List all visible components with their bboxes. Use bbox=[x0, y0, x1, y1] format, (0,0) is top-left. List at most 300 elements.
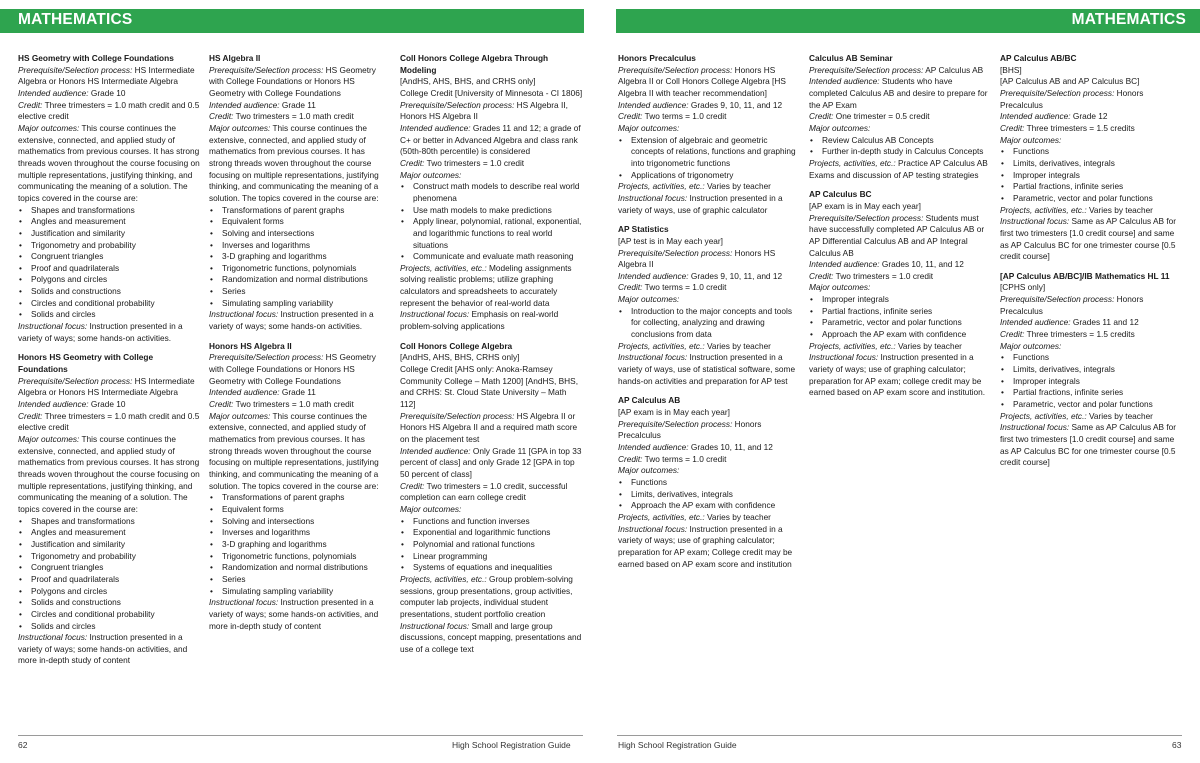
course-title: AP Calculus BC bbox=[809, 189, 872, 200]
list-item: • Linear programming bbox=[400, 551, 583, 563]
course-line bbox=[18, 376, 203, 399]
page-number-right: 63 bbox=[1172, 740, 1182, 750]
field-label: Projects, activities, etc.: bbox=[400, 573, 487, 584]
field-label: Intended audience: bbox=[1000, 317, 1071, 328]
field-value: Honors HS Algebra II or Coll Honors College Algebra [HS Algebra II with teacher recommendation] bbox=[618, 64, 786, 98]
field-value: Instruction presented in a variety of ways; use of graphing calculator; preparation for AP exam; college credit may be earned based on AP exam score and institution. bbox=[809, 352, 986, 398]
field-value: Grades 9, 10, 11, and 12 bbox=[688, 270, 783, 281]
list-item: • Apply linear, polynomial, rational, exponential, and logarithmic functions to real world situations bbox=[400, 216, 583, 251]
field-label: Major outcomes: bbox=[1000, 134, 1062, 145]
course-line bbox=[809, 123, 993, 135]
course-line bbox=[809, 201, 993, 213]
field-label: Instructional focus: bbox=[209, 597, 279, 608]
topic-list bbox=[809, 294, 993, 341]
field-value: Instruction presented in a variety of ways; some hands-on activities, and more in-depth study of content bbox=[18, 632, 188, 666]
field-label: Credit: bbox=[400, 157, 425, 168]
field-value: [AP test is in May each year] bbox=[618, 235, 723, 246]
list-item: • Construct math models to describe real world phenomena bbox=[400, 181, 583, 204]
course-line bbox=[400, 123, 583, 158]
field-value: Instruction presented in a variety of ways, use of statistical software, some hands-on activities and preparation for AP test bbox=[618, 352, 796, 386]
field-value: HS Algebra II or Honors HS Algebra II and a required math score on the placement test bbox=[400, 410, 578, 444]
course-line bbox=[618, 465, 800, 477]
field-label: Major outcomes: bbox=[209, 122, 271, 133]
field-value: Varies by teacher bbox=[704, 340, 771, 351]
topic-list bbox=[1000, 146, 1182, 204]
course-line bbox=[209, 100, 390, 112]
course-title: Coll Honors College Algebra bbox=[400, 340, 513, 351]
course-title: HS Geometry with College Foundations bbox=[18, 53, 174, 63]
list-item: • Partial fractions, infinite series bbox=[1000, 387, 1182, 399]
column-5 bbox=[809, 53, 993, 407]
field-value: Honors Precalculus bbox=[1000, 87, 1144, 110]
course-line bbox=[618, 524, 800, 571]
field-value: [AP exam is in May each year] bbox=[809, 200, 921, 211]
course-line bbox=[1000, 411, 1182, 423]
field-value: Modeling assignments solving realistic problems; utilize graphing calculators and spreadsheets to accurately represent the behavior of real-world data bbox=[400, 262, 572, 308]
field-label: Intended audience: bbox=[618, 99, 689, 110]
list-item: • Parametric, vector and polar functions bbox=[1000, 193, 1182, 205]
list-item: • Polygons and circles bbox=[18, 274, 203, 286]
topic-list bbox=[18, 516, 203, 633]
course-entry bbox=[809, 189, 993, 399]
field-label: Intended audience: bbox=[209, 387, 280, 398]
course-line bbox=[1000, 341, 1182, 353]
course-line bbox=[809, 158, 993, 181]
course-title: AP Calculus AB/BC bbox=[1000, 53, 1077, 63]
field-label: Major outcomes: bbox=[209, 410, 271, 421]
course-entry bbox=[1000, 53, 1182, 263]
column-4 bbox=[618, 53, 800, 578]
field-label: Prerequisite/Selection process: bbox=[209, 64, 324, 75]
list-item: • Angles and measurement bbox=[18, 527, 203, 539]
field-value: Two trimesters = 1.0 math credit bbox=[233, 111, 354, 122]
list-item: • Improper integrals bbox=[809, 294, 993, 306]
field-value: Instruction presented in a variety of ways; some hands-on activities. bbox=[209, 309, 374, 332]
field-value: HS Intermediate Algebra or Honors HS Intermediate Algebra bbox=[18, 375, 195, 398]
field-value: HS Algebra II, Honors HS Algebra II bbox=[400, 99, 568, 122]
course-line bbox=[618, 271, 800, 283]
course-title: HS Algebra II bbox=[209, 53, 261, 63]
field-label: Intended audience: bbox=[1000, 111, 1071, 122]
field-value: Students who have completed Calculus AB and desire to prepare for the AP Exam bbox=[809, 76, 988, 110]
course-line bbox=[618, 341, 800, 353]
list-item: • Shapes and transformations bbox=[18, 516, 203, 528]
field-label: Prerequisite/Selection process: bbox=[809, 64, 924, 75]
course-line bbox=[1000, 282, 1182, 294]
topic-list bbox=[618, 477, 800, 512]
field-label: Instructional focus: bbox=[400, 309, 470, 320]
field-label: Intended audience: bbox=[618, 442, 689, 452]
field-label: Credit: bbox=[618, 282, 643, 293]
list-item: • Introduction to the major concepts and tools for collecting, analyzing and drawing conclusions from data bbox=[618, 306, 800, 341]
field-label: Intended audience: bbox=[618, 270, 689, 281]
course-entry bbox=[18, 53, 203, 344]
course-line bbox=[400, 170, 583, 182]
topic-list bbox=[209, 492, 390, 597]
field-label: Prerequisite/Selection process: bbox=[809, 212, 924, 223]
field-value: Three trimesters = 1.0 math credit and 0.5 elective credit bbox=[18, 99, 200, 122]
list-item: • Angles and measurement bbox=[18, 216, 203, 228]
field-label: Major outcomes: bbox=[18, 434, 80, 444]
list-item: • Justification and similarity bbox=[18, 539, 203, 551]
course-line bbox=[400, 504, 583, 516]
course-line bbox=[209, 123, 390, 205]
course-line bbox=[209, 387, 390, 399]
course-line bbox=[400, 88, 583, 100]
field-label: Intended audience: bbox=[400, 445, 471, 456]
course-line bbox=[400, 364, 583, 411]
list-item: • Applications of trigonometry bbox=[618, 170, 800, 182]
field-label: Projects, activities, etc.: bbox=[618, 340, 705, 351]
field-label: Credit: bbox=[400, 480, 425, 491]
list-item: • Inverses and logarithms bbox=[209, 240, 390, 252]
field-label: Credit: bbox=[209, 111, 234, 122]
course-line bbox=[400, 158, 583, 170]
course-line bbox=[400, 574, 583, 621]
course-title: AP Calculus AB bbox=[618, 395, 681, 406]
course-line bbox=[1000, 76, 1182, 88]
field-value: Varies by teacher bbox=[1086, 204, 1153, 215]
course-line bbox=[209, 411, 390, 493]
list-item: • Limits, derivatives, integrals bbox=[1000, 158, 1182, 170]
field-value: Two trimesters = 1.0 credit, successful completion can earn college credit bbox=[400, 480, 568, 503]
course-line bbox=[618, 407, 800, 419]
course-line bbox=[618, 512, 800, 524]
course-line bbox=[618, 352, 800, 387]
list-item: • Approach the AP exam with confidence bbox=[618, 500, 800, 512]
list-item: • Limits, derivatives, integrals bbox=[618, 489, 800, 501]
field-label: Projects, activities, etc.: bbox=[1000, 204, 1087, 215]
field-value: Varies by teacher bbox=[895, 340, 962, 351]
course-line bbox=[400, 446, 583, 481]
field-label: Prerequisite/Selection process: bbox=[209, 352, 324, 363]
course-line bbox=[809, 271, 993, 283]
list-item: • Functions bbox=[1000, 352, 1182, 364]
field-label: Credit: bbox=[18, 410, 43, 421]
course-line bbox=[809, 111, 993, 123]
list-item: • Systems of equations and inequalities bbox=[400, 562, 583, 574]
field-value: Three trimesters = 1.5 credits bbox=[1024, 329, 1135, 340]
list-item: • Polygons and circles bbox=[18, 586, 203, 598]
field-value: Instruction presented in a variety of ways; use of graphing calculator; preparation for AP exam; College credit may be earned based on AP exam score and institution bbox=[618, 523, 793, 569]
page-number-left: 62 bbox=[18, 740, 28, 750]
list-item: • Circles and conditional probability bbox=[18, 609, 203, 621]
course-entry bbox=[18, 352, 203, 667]
field-label: Prerequisite/Selection process: bbox=[1000, 294, 1115, 305]
course-entry bbox=[209, 53, 390, 333]
list-item: • Series bbox=[209, 286, 390, 298]
field-label: Credit: bbox=[209, 399, 234, 410]
course-line bbox=[18, 411, 203, 434]
field-value: Small and large group discussions, concept mapping, presentations and use of a college text bbox=[400, 620, 582, 654]
course-entry bbox=[1000, 271, 1182, 469]
list-item: • Randomization and normal distributions bbox=[209, 562, 390, 574]
list-item: • Circles and conditional probability bbox=[18, 298, 203, 310]
list-item: • Simulating sampling variability bbox=[209, 298, 390, 310]
field-value: Grade 10 bbox=[88, 399, 126, 410]
list-item: • Use math models to make predictions bbox=[400, 205, 583, 217]
list-item: • Functions bbox=[1000, 146, 1182, 158]
list-item: • Shapes and transformations bbox=[18, 205, 203, 217]
field-label: Instructional focus: bbox=[209, 309, 279, 320]
list-item: • Solids and circles bbox=[18, 309, 203, 321]
topic-list bbox=[618, 135, 800, 182]
field-value: Honors Precalculus bbox=[1000, 294, 1144, 316]
field-label: Major outcomes: bbox=[618, 465, 680, 476]
column-3 bbox=[400, 53, 583, 663]
course-line bbox=[209, 111, 390, 123]
field-label: Credit: bbox=[809, 111, 834, 122]
field-label: Intended audience: bbox=[209, 99, 280, 110]
list-item: • Transformations of parent graphs bbox=[209, 205, 390, 217]
list-item: • Equivalent forms bbox=[209, 216, 390, 228]
field-label: Major outcomes: bbox=[1000, 340, 1062, 351]
field-value: Grades 11 and 12; a grade of C+ or better in Advanced Algebra and class rank (50th-80th percentile) is considered bbox=[400, 122, 581, 157]
course-entry bbox=[618, 224, 800, 387]
course-line bbox=[618, 294, 800, 306]
course-entry bbox=[618, 53, 800, 216]
field-value: One trimester = 0.5 credit bbox=[833, 111, 930, 122]
course-line bbox=[400, 621, 583, 656]
course-line bbox=[809, 341, 993, 353]
course-line bbox=[400, 263, 583, 310]
course-line bbox=[809, 352, 993, 399]
course-line bbox=[400, 481, 583, 504]
list-item: • Communicate and evaluate math reasoning bbox=[400, 251, 583, 263]
list-item: • Solids and constructions bbox=[18, 597, 203, 609]
field-value: [CPHS only] bbox=[1000, 282, 1046, 293]
field-value: This course continues the extensive, connected, and applied study of mathematics from previous courses. It has strong threads woven throughout the course focusing on multiple representations, justifying thinking, and communicating the meaning of a solution. The topics covered in the course are: bbox=[209, 410, 379, 491]
course-line bbox=[1000, 111, 1182, 123]
field-value: College Credit [University of Minnesota - CI 1806] bbox=[400, 87, 583, 98]
list-item: • 3-D graphing and logarithms bbox=[209, 539, 390, 551]
course-line bbox=[1000, 422, 1182, 469]
course-line bbox=[400, 100, 583, 123]
field-label: Credit: bbox=[1000, 122, 1025, 133]
field-value: Two terms = 1.0 credit bbox=[642, 453, 727, 464]
field-value: Honors Precalculus bbox=[618, 418, 762, 441]
course-entry bbox=[809, 53, 993, 181]
topic-list bbox=[809, 135, 993, 158]
field-value: HS Geometry with College Foundations or Honors HS Geometry with College Foundations bbox=[209, 352, 376, 386]
field-label: Instructional focus: bbox=[18, 632, 88, 643]
course-line bbox=[1000, 216, 1182, 263]
list-item: • Extension of algebraic and geometric concepts of relations, functions and graphing into trigonometric functions bbox=[618, 135, 800, 170]
field-label: Prerequisite/Selection process: bbox=[618, 247, 733, 258]
field-label: Intended audience: bbox=[809, 259, 880, 270]
list-item: • Parametric, vector and polar functions bbox=[1000, 399, 1182, 411]
list-item: • Justification and similarity bbox=[18, 228, 203, 240]
field-value: Varies by teacher bbox=[1086, 410, 1153, 421]
list-item: • Transformations of parent graphs bbox=[209, 492, 390, 504]
field-value: Instruction presented in a variety of ways; some hands-on activities, and more in-depth study of content bbox=[209, 597, 379, 631]
topic-list bbox=[1000, 352, 1182, 410]
course-line bbox=[618, 442, 800, 454]
course-line bbox=[618, 193, 800, 216]
topic-list bbox=[18, 205, 203, 322]
field-value: Same as AP Calculus AB for first two trimesters [1.0 credit course] and same as AP Calculus BC for one trimester course [0.5 credit course] bbox=[1000, 216, 1177, 262]
course-line bbox=[1000, 123, 1182, 135]
course-title: Honors HS Algebra II bbox=[209, 340, 292, 351]
column-2 bbox=[209, 53, 390, 640]
field-value: [AP exam is in May each year] bbox=[618, 407, 730, 418]
course-line bbox=[1000, 88, 1182, 111]
list-item: • Partial fractions, infinite series bbox=[1000, 181, 1182, 193]
list-item: • Inverses and logarithms bbox=[209, 527, 390, 539]
field-label: Intended audience: bbox=[809, 76, 880, 87]
list-item: • 3-D graphing and logarithms bbox=[209, 251, 390, 263]
course-title: AP Statistics bbox=[618, 224, 669, 235]
list-item: • Further in-depth study in Calculus Concepts bbox=[809, 146, 993, 158]
field-value: Instruction presented in a variety of ways, use of graphic calculator bbox=[618, 192, 783, 215]
course-line bbox=[1000, 65, 1182, 77]
field-label: Major outcomes: bbox=[809, 122, 871, 133]
field-value: Two trimesters = 1.0 math credit bbox=[233, 399, 354, 410]
page-title-left: MATHEMATICS bbox=[18, 11, 133, 28]
header-banner-right bbox=[616, 9, 1200, 33]
page-title-right: MATHEMATICS bbox=[1071, 11, 1186, 28]
list-item: • Limits, derivatives, integrals bbox=[1000, 364, 1182, 376]
list-item: • Solids and constructions bbox=[18, 286, 203, 298]
field-label: Prerequisite/Selection process: bbox=[1000, 87, 1115, 98]
list-item: • Exponential and logarithmic functions bbox=[400, 527, 583, 539]
field-label: Major outcomes: bbox=[618, 122, 680, 133]
field-label: Instructional focus: bbox=[618, 192, 688, 203]
list-item: • Randomization and normal distributions bbox=[209, 274, 390, 286]
course-line bbox=[18, 100, 203, 123]
header-banner-left bbox=[0, 9, 584, 33]
list-item: • Improper integrals bbox=[1000, 376, 1182, 388]
column-6 bbox=[1000, 53, 1182, 477]
course-line bbox=[209, 597, 390, 632]
field-value: HS Geometry with College Foundations or Honors HS Geometry with College Foundations bbox=[209, 64, 376, 98]
list-item: • Proof and quadrilaterals bbox=[18, 263, 203, 275]
field-value: Grade 11 bbox=[279, 99, 316, 110]
field-value: [AP Calculus AB and AP Calculus BC] bbox=[1000, 76, 1140, 87]
list-item: • Simulating sampling variability bbox=[209, 586, 390, 598]
field-value: Two trimesters = 1.0 credit bbox=[833, 270, 934, 281]
field-label: Credit: bbox=[809, 270, 834, 281]
course-entry bbox=[400, 53, 583, 333]
course-entry bbox=[400, 341, 583, 656]
field-label: Prerequisite/Selection process: bbox=[18, 64, 133, 75]
field-value: Same as AP Calculus AB for first two trimesters [1.0 credit course] and same as AP Calculus BC for one trimester course [0.5 credit course] bbox=[1000, 422, 1177, 468]
field-value: Two trimesters = 1.0 credit bbox=[424, 157, 525, 168]
list-item: • Series bbox=[209, 574, 390, 586]
course-line bbox=[809, 282, 993, 294]
field-value: This course continues the extensive, connected, and applied study of mathematics from previous courses. It has strong threads woven throughout the course focusing on multiple representations, justifying thinking, and communicating the meaning of a solution. The topics covered in the course are: bbox=[209, 122, 379, 203]
field-label: Instructional focus: bbox=[1000, 216, 1070, 227]
column-1 bbox=[18, 53, 203, 675]
course-line bbox=[209, 65, 390, 100]
field-value: Students must have successfully completed AP Calculus AB or AP Differential Calculus AB and AP Integral Calculus AB bbox=[809, 212, 985, 258]
list-item: • Improper integrals bbox=[1000, 170, 1182, 182]
field-label: Projects, activities, etc.: bbox=[400, 262, 487, 273]
field-label: Projects, activities, etc.: bbox=[618, 181, 705, 192]
field-value: [BHS] bbox=[1000, 64, 1022, 75]
course-line bbox=[618, 282, 800, 294]
course-line bbox=[18, 434, 203, 516]
field-label: Projects, activities, etc.: bbox=[809, 157, 896, 168]
field-label: Prerequisite/Selection process: bbox=[618, 64, 733, 75]
field-value: Grades 9, 10, 11, and 12 bbox=[688, 99, 783, 110]
footer-guide-left: High School Registration Guide bbox=[452, 740, 571, 750]
list-item: • Congruent triangles bbox=[18, 251, 203, 263]
field-value: Two terms = 1.0 credit bbox=[642, 282, 727, 293]
field-value: Instruction presented in a variety of ways; some hands-on activities. bbox=[18, 321, 183, 343]
field-value: Grade 10 bbox=[88, 87, 126, 98]
field-value: College Credit [AHS only: Anoka-Ramsey Community College – Math 1200] [AndHS, BHS, and CRHS: St. Cloud State University – Math 112] bbox=[400, 364, 579, 410]
list-item: • Proof and quadrilaterals bbox=[18, 574, 203, 586]
field-value: Two terms = 1.0 credit bbox=[642, 111, 727, 122]
field-value: Grade 12 bbox=[1070, 111, 1108, 122]
list-item: • Congruent triangles bbox=[18, 562, 203, 574]
course-line bbox=[400, 411, 583, 446]
list-item: • Approach the AP exam with confidence bbox=[809, 329, 993, 341]
field-value: [AndHS, AHS, BHS, CRHS only] bbox=[400, 352, 520, 363]
field-value: Varies by teacher bbox=[704, 181, 771, 192]
course-line bbox=[1000, 294, 1182, 317]
field-label: Major outcomes: bbox=[809, 282, 871, 293]
topic-list bbox=[400, 516, 583, 574]
field-value: Three trimesters = 1.0 math credit and 0.5 elective credit bbox=[18, 410, 200, 433]
course-line bbox=[618, 111, 800, 123]
course-line bbox=[18, 65, 203, 88]
field-value: Grades 10, 11, and 12 bbox=[879, 259, 964, 270]
list-item: • Polynomial and rational functions bbox=[400, 539, 583, 551]
field-value: AP Calculus AB bbox=[923, 64, 984, 75]
field-label: Projects, activities, etc.: bbox=[1000, 410, 1087, 421]
list-item: • Trigonometry and probability bbox=[18, 240, 203, 252]
list-item: • Functions and function inverses bbox=[400, 516, 583, 528]
course-title: [AP Calculus AB/BC]/IB Mathematics HL 11 bbox=[1000, 270, 1170, 281]
list-item: • Trigonometric functions, polynomials bbox=[209, 551, 390, 563]
course-line bbox=[209, 399, 390, 411]
field-label: Instructional focus: bbox=[18, 321, 88, 332]
field-label: Instructional focus: bbox=[400, 620, 470, 631]
course-line bbox=[809, 213, 993, 260]
topic-list bbox=[618, 306, 800, 341]
course-line bbox=[809, 76, 993, 111]
list-item: • Parametric, vector and polar functions bbox=[809, 317, 993, 329]
course-line bbox=[209, 309, 390, 332]
course-line bbox=[618, 248, 800, 271]
field-label: Instructional focus: bbox=[618, 523, 688, 534]
field-value: Emphasis on real-world problem-solving applications bbox=[400, 309, 559, 332]
field-label: Intended audience: bbox=[18, 399, 89, 410]
field-value: Grades 10, 11, and 12 bbox=[688, 442, 773, 452]
course-line bbox=[618, 236, 800, 248]
field-value: Honors HS Algebra II bbox=[618, 247, 776, 270]
field-label: Prerequisite/Selection process: bbox=[18, 375, 133, 386]
topic-list bbox=[400, 181, 583, 263]
field-value: Three trimesters = 1.5 credits bbox=[1024, 122, 1135, 133]
field-value: Group problem-solving sessions, group presentations, group activities, computer lab projects, individual student presentations, student portfolio creation bbox=[400, 573, 573, 619]
course-entry bbox=[618, 395, 800, 570]
course-line bbox=[18, 321, 203, 344]
field-value: Grade 11 bbox=[279, 387, 316, 398]
field-value: This course continues the extensive, connected, and applied study of mathematics from previous courses. It has strong threads woven throughout the course focusing on multiple representations, justifying thinking, and communicating the meaning of a solution. The topics covered in the course are: bbox=[18, 122, 200, 203]
course-line bbox=[400, 76, 583, 88]
field-value: Grades 11 and 12 bbox=[1070, 317, 1139, 328]
field-value: [AndHS, AHS, BHS, and CRHS only] bbox=[400, 76, 536, 87]
course-line bbox=[18, 123, 203, 205]
field-label: Credit: bbox=[1000, 329, 1025, 340]
field-label: Major outcomes: bbox=[618, 294, 680, 305]
course-entry bbox=[209, 341, 390, 632]
course-title: Coll Honors College Algebra Through Modeling bbox=[400, 53, 549, 75]
course-line bbox=[618, 454, 800, 466]
